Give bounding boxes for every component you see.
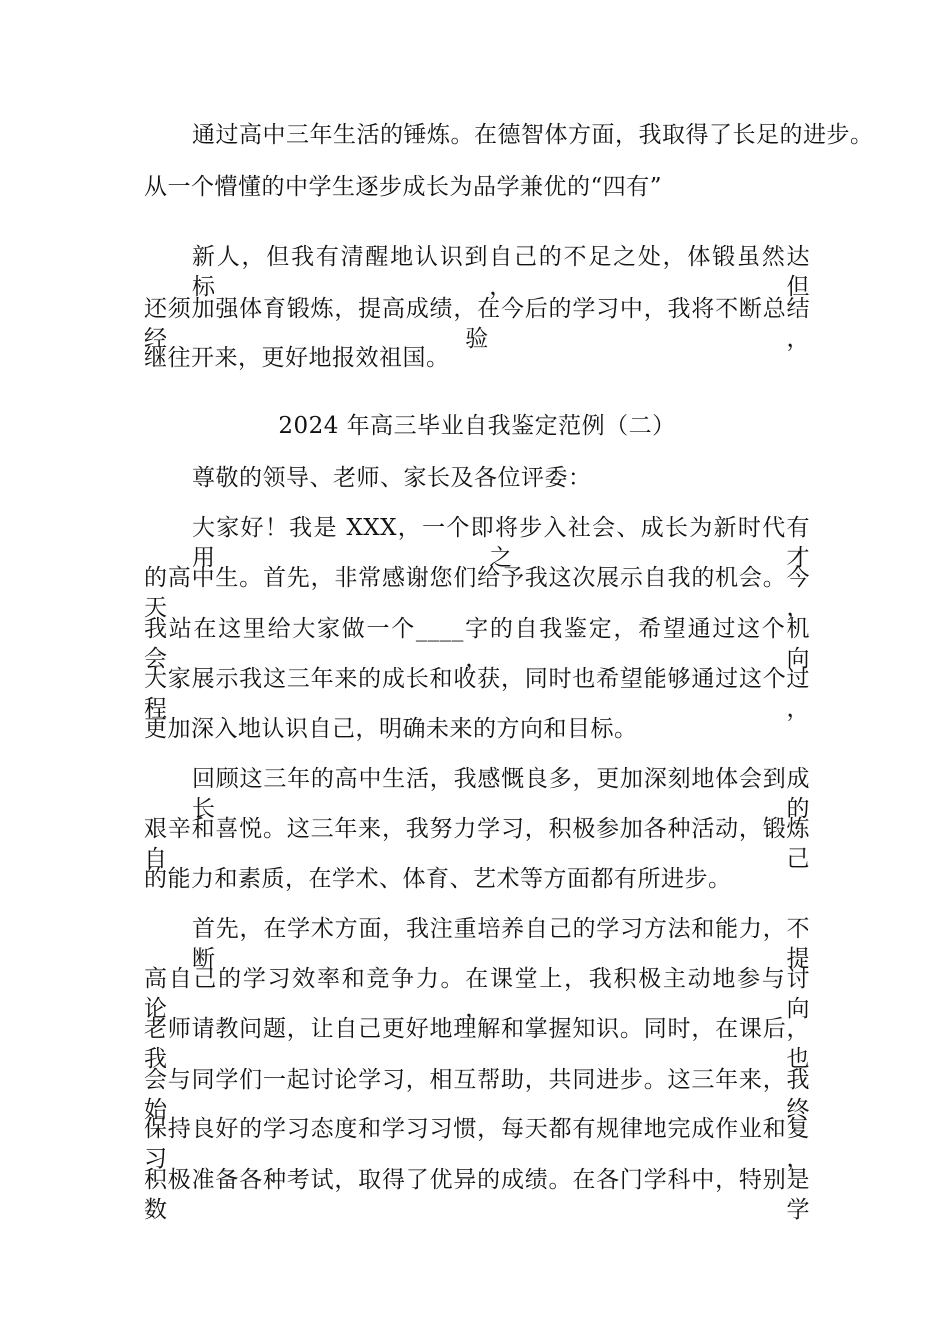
paragraph-5-line-5: 保持良好的学习态度和学习习惯，每天都有规律地完成作业和复习，: [144, 1116, 810, 1172]
paragraph-4-line-3: 的能力和素质，在学术、体育、艺术等方面都有所进步。: [144, 866, 732, 892]
paragraph-2-line-2: 还须加强体育锻炼，提高成绩，在今后的学习中，我将不断总结经验，: [144, 296, 810, 352]
paragraph-5-line-4: 会与同学们一起讨论学习，相互帮助，共同进步。这三年来，我始终: [144, 1067, 810, 1123]
paragraph-2-line-1: 新人，但我有清醒地认识到自己的不足之处，体锻虽然达标，但: [192, 244, 810, 300]
paragraph-2-line-3: 继往开来，更好地报效祖国。: [144, 345, 450, 371]
paragraph-5-line-2: 高自己的学习效率和竞争力。在课堂上，我积极主动地参与讨论，向: [144, 966, 810, 1022]
paragraph-5-line-6: 积极准备各种考试，取得了优异的成绩。在各门学科中，特别是数学: [144, 1167, 810, 1223]
greeting-line: 尊敬的领导、老师、家长及各位评委：: [192, 465, 592, 491]
paragraph-3-line-1: 大家好！我是 XXX，一个即将步入社会、成长为新时代有用之才: [192, 515, 810, 571]
paragraph-1-line-1: 通过高中三年生活的锤炼。在德智体方面，我取得了长足的进步。: [192, 122, 874, 148]
paragraph-4-line-2: 艰辛和喜悦。这三年来，我努力学习，积极参加各种活动，锻炼自己: [144, 816, 810, 872]
paragraph-3-line-5: 更加深入地认识自己，明确未来的方向和目标。: [144, 716, 638, 742]
section-title: 2024 年高三毕业自我鉴定范例（二）: [278, 413, 676, 439]
paragraph-4-line-1: 回顾这三年的高中生活，我感慨良多，更加深刻地体会到成长的: [192, 766, 810, 822]
paragraph-5-line-1: 首先，在学术方面，我注重培养自己的学习方法和能力，不断提: [192, 916, 810, 972]
paragraph-1-line-2: 从一个懵懂的中学生逐步成长为品学兼优的“四有”: [144, 174, 663, 200]
paragraph-3-line-4: 大家展示我这三年来的成长和收获，同时也希望能够通过这个过程，: [144, 666, 810, 722]
paragraph-3-line-3: 我站在这里给大家做一个____字的自我鉴定，希望通过这个机会，向: [144, 616, 810, 672]
paragraph-3-line-2: 的高中生。首先，非常感谢您们给予我这次展示自我的机会。今天，: [144, 565, 810, 621]
paragraph-5-line-3: 老师请教问题，让自己更好地理解和掌握知识。同时，在课后，我也: [144, 1016, 810, 1072]
